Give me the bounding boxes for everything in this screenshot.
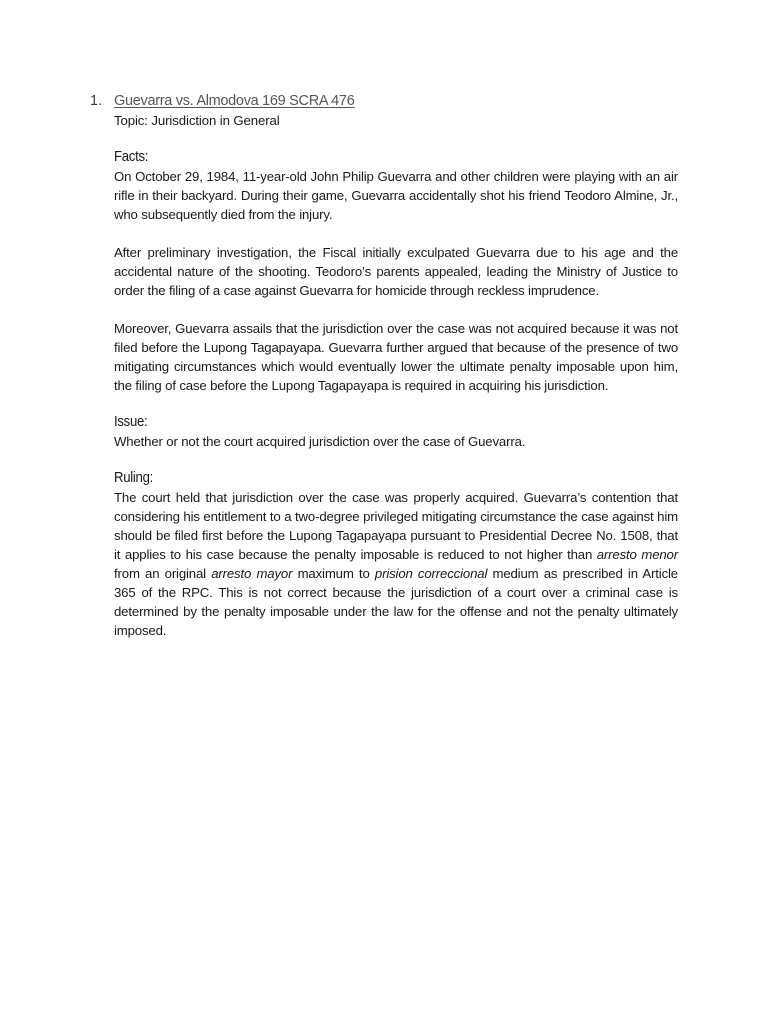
ruling-text-2: from an original	[114, 566, 212, 581]
facts-paragraph-2: After preliminary investigation, the Fiscal initially exculpated Guevarra due to his age and the accidental nature of the shooting. Teodoro’s parents appealed, leading the Ministry of Justice to order the filing of a case against Guevarra for homicide through reckless imprudence.	[114, 245, 678, 298]
case-content	[114, 111, 678, 640]
ruling-text-1: The court held that jurisdiction over the case was properly acquired. Guevarra’s contention that considering his entitlement to a two-degree privileged mitigating circumstance the case against him should be filed first before the Lupong Tagapayapa pursuant to Presidential Decree No. 1508, that it applies to his case because the penalty imposable is reduced to not higher than	[114, 490, 678, 562]
case-header	[90, 92, 678, 111]
ruling-text-3: maximum to	[292, 566, 375, 581]
case-title: Guevarra vs. Almodova 169 SCRA 476	[114, 93, 355, 109]
ruling-term-arresto-menor: arresto menor	[596, 547, 678, 562]
facts-paragraph-3: Moreover, Guevarra assails that the jurisdiction over the case was not acquired because it was not filed before the Lupong Tagapayapa. Guevarra further argued that because of the presence of two mitigating circumstances which would eventually lower the ultimate penalty imposable upon him, the filing of case before the Lupong Tagapayapa is required in acquiring his jurisdiction.	[114, 321, 678, 393]
ruling-term-arresto-mayor: arresto mayor	[211, 566, 293, 581]
ruling-heading: Ruling:	[114, 470, 154, 486]
issue-heading: Issue:	[114, 414, 148, 430]
case-number: 1.	[90, 93, 103, 109]
case-digest	[90, 92, 678, 640]
ruling-term-prision-correccional: prision correccional	[374, 566, 488, 581]
case-topic: Topic: Jurisdiction in General	[114, 113, 280, 128]
ruling-text-4: medium as prescribed in Article 365 of the RPC. This is not correct because the jurisdiction of a court over a criminal case is determined by the penalty imposable under the law for the offense and not the penalty ultimately imposed.	[114, 566, 678, 638]
issue-text: Whether or not the court acquired jurisdiction over the case of Guevarra.	[114, 434, 526, 449]
ruling-paragraph	[114, 488, 678, 640]
facts-paragraph-1: On October 29, 1984, 11-year-old John Philip Guevarra and other children were playing with an air rifle in their backyard. During their game, Guevarra accidentally shot his friend Teodoro Almine, Jr., who subsequently died from the injury.	[114, 169, 678, 222]
facts-heading: Facts:	[114, 149, 149, 165]
